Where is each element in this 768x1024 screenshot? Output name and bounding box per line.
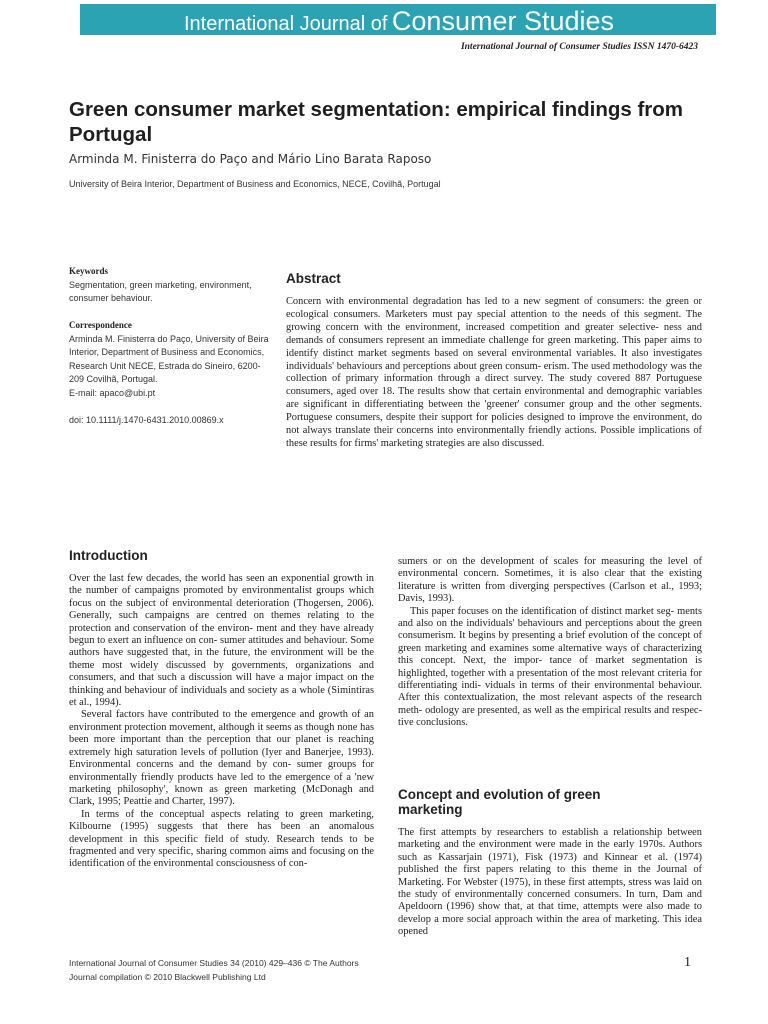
article-authors: Arminda M. Finisterra do Paço and Mário Lino Barata Raposo — [69, 152, 432, 166]
right-column-bottom — [398, 827, 702, 939]
intro-paragraph-3: In terms of the conceptual aspects relating to green marketing, Kilbourne (1995) suggests that there has been an anomalous development in this specific field of study. Research tends to be fragmented and very specific, sharing common aims and focusing on the identification of the environmental consciousness of con- — [69, 808, 374, 870]
right-column-top — [398, 556, 702, 730]
correspondence-block — [69, 319, 274, 400]
correspondence-email[interactable]: E-mail: apaco@ubi.pt — [69, 387, 156, 398]
keywords-text: Segmentation, green marketing, environment, consumer behaviour. — [69, 279, 252, 303]
concept-heading: Concept and evolution of green marketing — [398, 787, 601, 817]
right-paragraph-2: This paper focuses on the identification of distinct market seg- ments and also on the individuals' behaviours and perceptions about the green consumerism. It begins by presenting a brief evolution of the concept of green marketing and examines some alternative ways of characterizing this concept. Next, the impor- tance of market segmentation is highlighted, together with a presentation of the most relevant criteria for differentiating indi- viduals in terms of their environmental behaviour. After this contextualization, the most relevant aspects of the research meth- odology are presented, as well as the empirical results and respec- tive conclusions. — [398, 605, 702, 729]
intro-paragraph-1: Over the last few decades, the world has seen an exponential growth in the number of campaigns promoted by environmentalist groups which focus on the subject of environmental deterioration (Thogersen, 2006). Generally, such campaigns are centred on themes relating to the protection and conservation of the environ- ment and they have already begun to exert an influence on con- sumer attitudes and behaviour. Some authors have suggested that, in the future, the environment will be the theme most widely discussed by governments, organizations and consumers, and that such a discussion will have a major impact on the thinking and behaviour of individuals and society as a whole (Simintiras et al., 1994). — [69, 573, 374, 709]
keywords-heading: Keywords — [69, 266, 108, 276]
abstract-heading: Abstract — [286, 271, 341, 286]
right-paragraph-3: The first attempts by researchers to establish a relationship between marketing and the environment were made in the early 1970s. Authors such as Kassarjain (1971), Fisk (1973) and Kinnear et al. (1974) published the first papers relating to this theme in the Journal of Marketing. For Webster (1975), in these first attempts, stress was laid on the study of environmentally concerned consumers. In turn, Dam and Apeldoorn (1996) show that, at that time, attempts were also made to develop a more social approach within the area of marketing. This idea opened — [398, 827, 702, 938]
intro-paragraph-2: Several factors have contributed to the emergence and growth of an environment protection movement, although it seems as though none has been more important than the perception that our planet is reaching extremely high saturation levels of pollution (Iyer and Banerjee, 1993). Environmental concerns and the demand by con- sumer groups for environmentally friendly products have led to the emergence of a 'new marketing philosophy', known as green marketing (McDonagh and Clark, 1995; Peattie and Charter, 1997). — [69, 709, 374, 808]
left-column — [69, 573, 374, 871]
article-affiliation: University of Beira Interior, Department of Business and Economics, NECE, Covilhã, Portugal — [69, 179, 441, 189]
journal-name — [184, 7, 614, 40]
footer-copyright: International Journal of Consumer Studies 34 (2010) 429–436 © The Authors — [69, 958, 359, 968]
correspondence-heading: Correspondence — [69, 320, 132, 330]
page-number: 1 — [684, 955, 691, 970]
correspondence-text: Arminda M. Finisterra do Paço, University of Beira Interior, Department of Business and Economics, Research Unit NECE, Estrada do Sineiro, 6200-209 Covilhã, Portugal. — [69, 333, 269, 384]
abstract-text: Concern with environmental degradation has led to a new segment of consumers: the green or ecological consumers. Marketers must pay special attention to the needs of this segment. The growing concern with the environment, increased competition and greater selective- ness and demands of consumers represent an immediate challenge for green marketing. This paper aims to identify distinct market segments based on several environmental variables. It also investigates individuals' behaviours and perceptions about green consum- erism. The used methodology was the collection of primary information through a direct survey. The study covered 887 Portuguese consumers, aged over 18. The results show that certain environmental and demographic variables are significant in differentiating between the 'greener' consumer group and the other segments. Portuguese consumers, despite their support for policies designed to improve the environment, do not always translate their concerns into environmentally friendly actions. Possible implications of these results for firms' marketing strategies are also discussed. — [286, 296, 702, 449]
article-title: Green consumer market segmentation: empirical findings from Portugal — [69, 98, 684, 146]
doi[interactable]: doi: 10.1111/j.1470-6431.2010.00869.x — [69, 415, 224, 425]
journal-banner — [80, 4, 716, 35]
keywords-block — [69, 265, 274, 306]
introduction-heading: Introduction — [69, 548, 148, 563]
journal-name-main: Consumer Studies — [391, 6, 615, 36]
footer-compilation: Journal compilation © 2010 Blackwell Publishing Ltd — [69, 972, 266, 982]
journal-name-prefix: International Journal of — [184, 13, 388, 35]
right-paragraph-1: sumers or on the development of scales for measuring the level of environmental concern. Sometimes, it is also clear that the existing literature is written from diverging perspectives (Carlson et al., 1993; Davis, 1993). — [398, 556, 702, 605]
issn-line: International Journal of Consumer Studies ISSN 1470-6423 — [460, 42, 698, 52]
